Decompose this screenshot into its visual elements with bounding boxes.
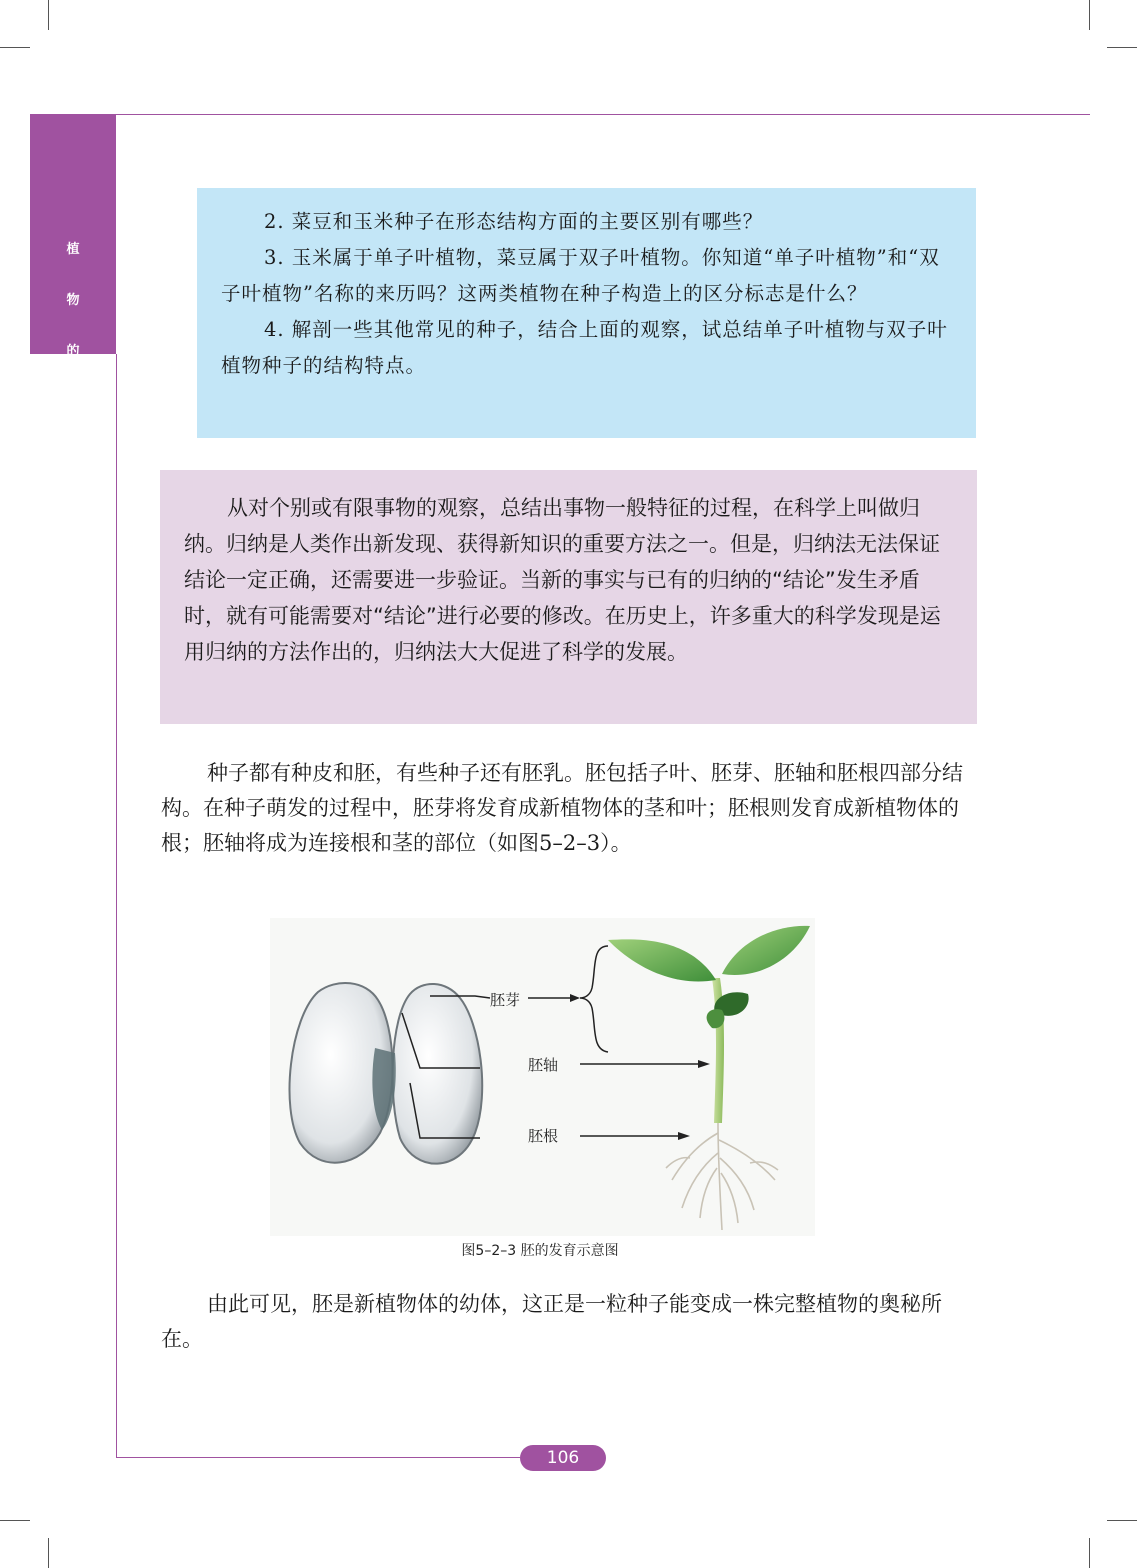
label-plumule: 胚芽: [490, 991, 521, 1009]
discussion-questions-box: [197, 188, 976, 438]
page-frame-top: [116, 114, 1090, 115]
page-frame-left: [116, 354, 117, 1458]
crop-mark: [1107, 47, 1137, 48]
question-3: 3. 玉米属于单子叶植物，菜豆属于双子叶植物。你知道“单子叶植物”和“双子叶植物”名称的来历吗？这两类植物在种子构造上的区分标志是什么？: [221, 246, 940, 305]
embryo-development-figure: [270, 918, 815, 1236]
embryo-illustration: [270, 918, 815, 1236]
label-radicle: 胚根: [528, 1127, 559, 1145]
figure-caption: 图5–2–3 胚的发育示意图: [461, 1243, 619, 1259]
induction-note-box: 从对个别或有限事物的观察，总结出事物一般特征的过程，在科学上叫做归纳。归纳是人类作出新发现、获得新知识的重要方法之一。但是，归纳法无法保证结论一定正确，还需要进一步验证。当新的事实与已有的归纳的“结论”发生矛盾时，就有可能需要对“结论”进行必要的修改。在历史上，许多重大的科学发现是运用归纳的方法作出的，归纳法大大促进了科学的发展。: [160, 470, 977, 724]
page-frame-bottom: [116, 1457, 520, 1458]
question-2: 2. 菜豆和玉米种子在形态结构方面的主要区别有哪些？: [264, 210, 764, 233]
crop-mark: [1107, 1520, 1137, 1521]
chapter-side-tab: [30, 114, 116, 460]
side-tab-char: 植: [66, 242, 80, 257]
conclusion-paragraph: 由此可见，胚是新植物体的幼体，这正是一粒种子能变成一株完整植物的奥秘所在。: [161, 1292, 942, 1351]
side-tab-char: 殖: [66, 445, 80, 460]
crop-mark: [48, 0, 49, 30]
label-hypocotyl: 胚轴: [528, 1056, 559, 1074]
question-4: 4. 解剖一些其他常见的种子，结合上面的观察，试总结单子叶植物与双子叶植物种子的结构特点。: [221, 318, 948, 377]
side-tab-char: 的: [66, 344, 80, 359]
cotyledon-right: [393, 984, 483, 1164]
crop-mark: [1089, 0, 1090, 30]
side-tab-char: 繁: [66, 395, 80, 410]
embryo-paragraph: 种子都有种皮和胚，有些种子还有胚乳。胚包括子叶、胚芽、胚轴和胚根四部分结构。在种子萌发的过程中，胚芽将发育成新植物体的茎和叶；胚根则发育成新植物体的根；胚轴将成为连接根和茎的部位（如图5–2–3）。: [161, 761, 963, 855]
crop-mark: [1089, 1538, 1090, 1568]
side-tab-char: 物: [66, 293, 80, 308]
crop-mark: [48, 1538, 49, 1568]
crop-mark: [0, 47, 30, 48]
crop-mark: [0, 1520, 30, 1521]
page-number: 106: [520, 1445, 606, 1471]
